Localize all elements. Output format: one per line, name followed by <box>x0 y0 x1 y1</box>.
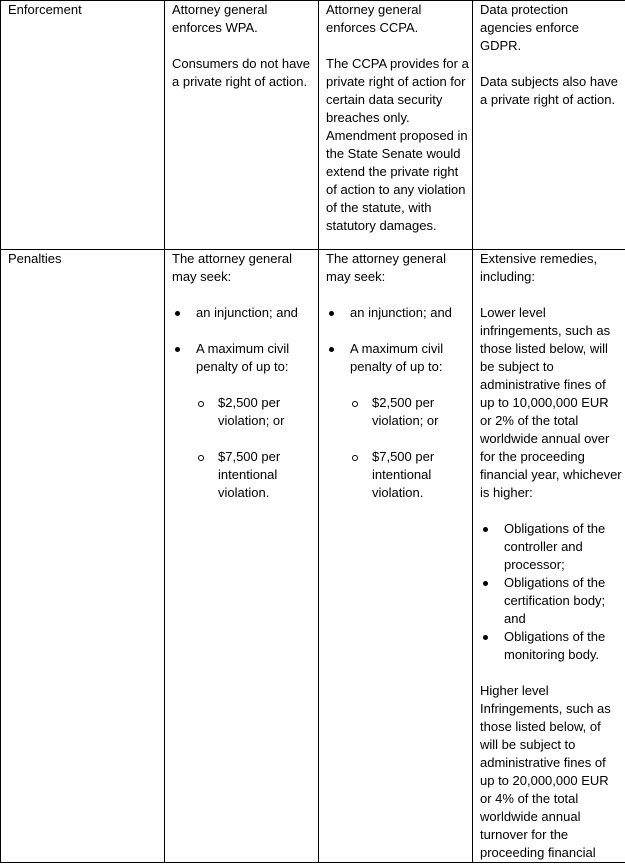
penalties-gdpr-intro: Extensive remedies, including: <box>480 251 598 284</box>
list-item-text: A maximum civil penalty of up to: <box>350 341 444 374</box>
row-label-penalties <box>1 250 165 863</box>
enforcement-gdpr-p2: Data subjects also have a private right of action. <box>480 74 619 107</box>
enforcement-ccpa-cell <box>319 1 473 250</box>
enforcement-wpa-p1: Attorney general enforces WPA. <box>172 2 268 35</box>
list-item: $7,500 per intentional violation. <box>196 448 315 502</box>
penalties-ccpa-intro: The attorney general may seek: <box>326 251 446 284</box>
penalties-wpa-intro: The attorney general may seek: <box>172 251 292 284</box>
penalties-row <box>1 250 625 863</box>
penalties-wpa-sublist <box>196 394 315 502</box>
row-label-enforcement <box>1 1 165 250</box>
enforcement-gdpr-p1: Data protection agencies enforce GDPR. <box>480 2 580 53</box>
penalties-label: Penalties <box>8 251 62 266</box>
penalties-gdpr-lower: Lower level infringements, such as those listed below, will be subject to administrative fines of up to 10,000,000 EUR or 2% of the total worldwide annual over for the proceeding financial year, whichever is higher: <box>480 305 622 500</box>
list-item: an injunction; and <box>326 304 469 322</box>
list-item: Obligations of the monitoring body. <box>480 628 622 664</box>
enforcement-label: Enforcement <box>8 2 82 17</box>
penalties-wpa-list <box>172 304 315 502</box>
enforcement-wpa-cell <box>165 1 319 250</box>
list-item <box>172 340 315 502</box>
list-item: Obligations of the controller and processor; <box>480 520 622 574</box>
list-item: Obligations of the certification body; and <box>480 574 622 628</box>
enforcement-row <box>1 1 625 250</box>
penalties-ccpa-list <box>326 304 469 502</box>
penalties-gdpr-list <box>480 520 622 664</box>
list-item <box>326 340 469 502</box>
penalties-ccpa-cell <box>319 250 473 863</box>
list-item: an injunction; and <box>172 304 315 322</box>
enforcement-gdpr-cell <box>473 1 625 250</box>
penalties-gdpr-higher: Higher level Infringements, such as those listed below, of will be subject to administrative fines of up to 20,000,000 EUR or 4% of the total worldwide annual turnover for the proceeding financial <box>480 683 611 860</box>
enforcement-ccpa-p1: Attorney general enforces CCPA. <box>326 2 422 35</box>
enforcement-wpa-p2: Consumers do not have a private right of action. <box>172 56 311 89</box>
penalties-ccpa-sublist <box>350 394 469 502</box>
penalties-wpa-cell <box>165 250 319 863</box>
list-item: $7,500 per intentional violation. <box>350 448 469 502</box>
list-item-text: A maximum civil penalty of up to: <box>196 341 290 374</box>
enforcement-ccpa-p2: The CCPA provides for a private right of action for certain data security breaches only. Amendment proposed in the State Senate would extend the private right of action to any violation of the statute, with statutory damages. <box>326 56 469 233</box>
list-item: $2,500 per violation; or <box>350 394 469 430</box>
penalties-gdpr-cell <box>473 250 625 863</box>
list-item: $2,500 per violation; or <box>196 394 315 430</box>
